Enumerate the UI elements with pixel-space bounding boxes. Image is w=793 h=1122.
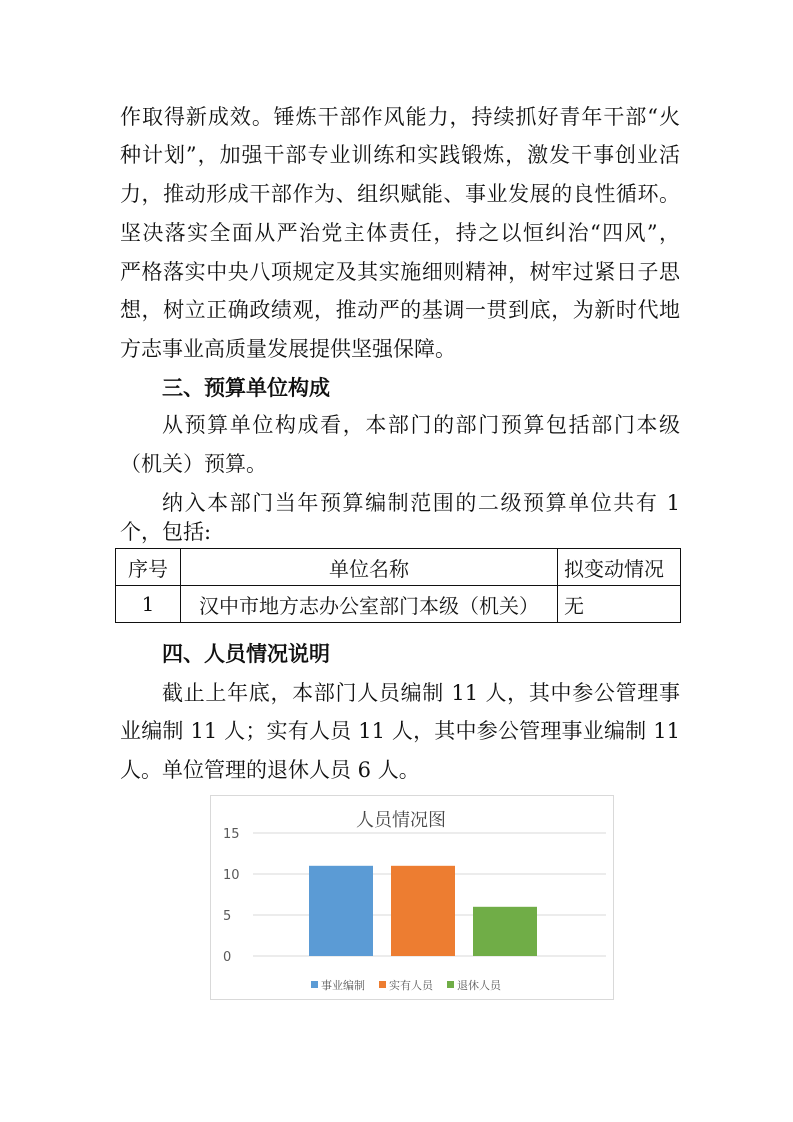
bar-实有人员 [391,866,455,956]
paragraph-line: 截止上年底，本部门人员编制 11 人，其中参公管理事 [162,681,680,705]
legend-swatch [447,981,454,988]
section-heading: 三、预算单位构成 [162,376,330,400]
paragraph-line: 坚决落实全面从严治党主体责任，持之以恒纠治“四风”， [120,221,680,245]
paragraph-line: 纳入本部门当年预算编制范围的二级预算单位共有 1 [162,491,680,515]
paragraph-line: 种计划”，加强干部专业训练和实践锻炼，激发干事创业活 [120,143,680,167]
legend-swatch [311,981,318,988]
y-tick-label: 15 [223,827,240,842]
paragraph-line: 力，推动形成干部作为、组织赋能、事业发展的良性循环。 [120,182,680,206]
table-header: 单位名称 [181,549,558,586]
chart-canvas [211,796,613,999]
paragraph-line: 严格落实中央八项规定及其实施细则精神，树牢过紧日子思 [120,260,680,284]
legend-label: 退休人员 [457,979,501,992]
table-header: 拟变动情况 [558,549,681,586]
paragraph-line: 作取得新成效。锤炼干部作风能力，持续抓好青年干部“火 [120,105,680,129]
budget-units-table [115,548,681,623]
bar-退休人员 [473,907,537,956]
legend-label: 事业编制 [321,979,365,992]
paragraph-line: 个，包括: [120,520,212,544]
staff-chart [210,795,614,1000]
table-row [116,586,681,623]
table-cell: 无 [558,586,681,623]
y-tick-label: 10 [223,868,240,883]
paragraph-line: 从预算单位构成看，本部门的部门预算包括部门本级 [162,413,680,437]
paragraph-line: 人。单位管理的退休人员 6 人。 [120,758,420,782]
y-tick-label: 0 [223,950,232,965]
table-header-row [116,549,681,586]
paragraph-line: 方志事业高质量发展提供坚强保障。 [120,337,456,361]
paragraph-line: （机关）预算。 [120,452,267,476]
paragraph-line: 业编制 11 人；实有人员 11 人，其中参公管理事业编制 11 [120,719,680,743]
section-heading: 四、人员情况说明 [162,642,330,666]
legend-label: 实有人员 [389,979,433,992]
table-header: 序号 [116,549,181,586]
chart-title: 人员情况图 [356,810,446,831]
table-cell: 汉中市地方志办公室部门本级（机关） [181,586,558,623]
bar-事业编制 [309,866,373,956]
legend-swatch [379,981,386,988]
y-tick-label: 5 [223,909,232,924]
paragraph-line: 想，树立正确政绩观，推动严的基调一贯到底，为新时代地 [120,298,680,322]
table-cell: 1 [116,586,181,623]
